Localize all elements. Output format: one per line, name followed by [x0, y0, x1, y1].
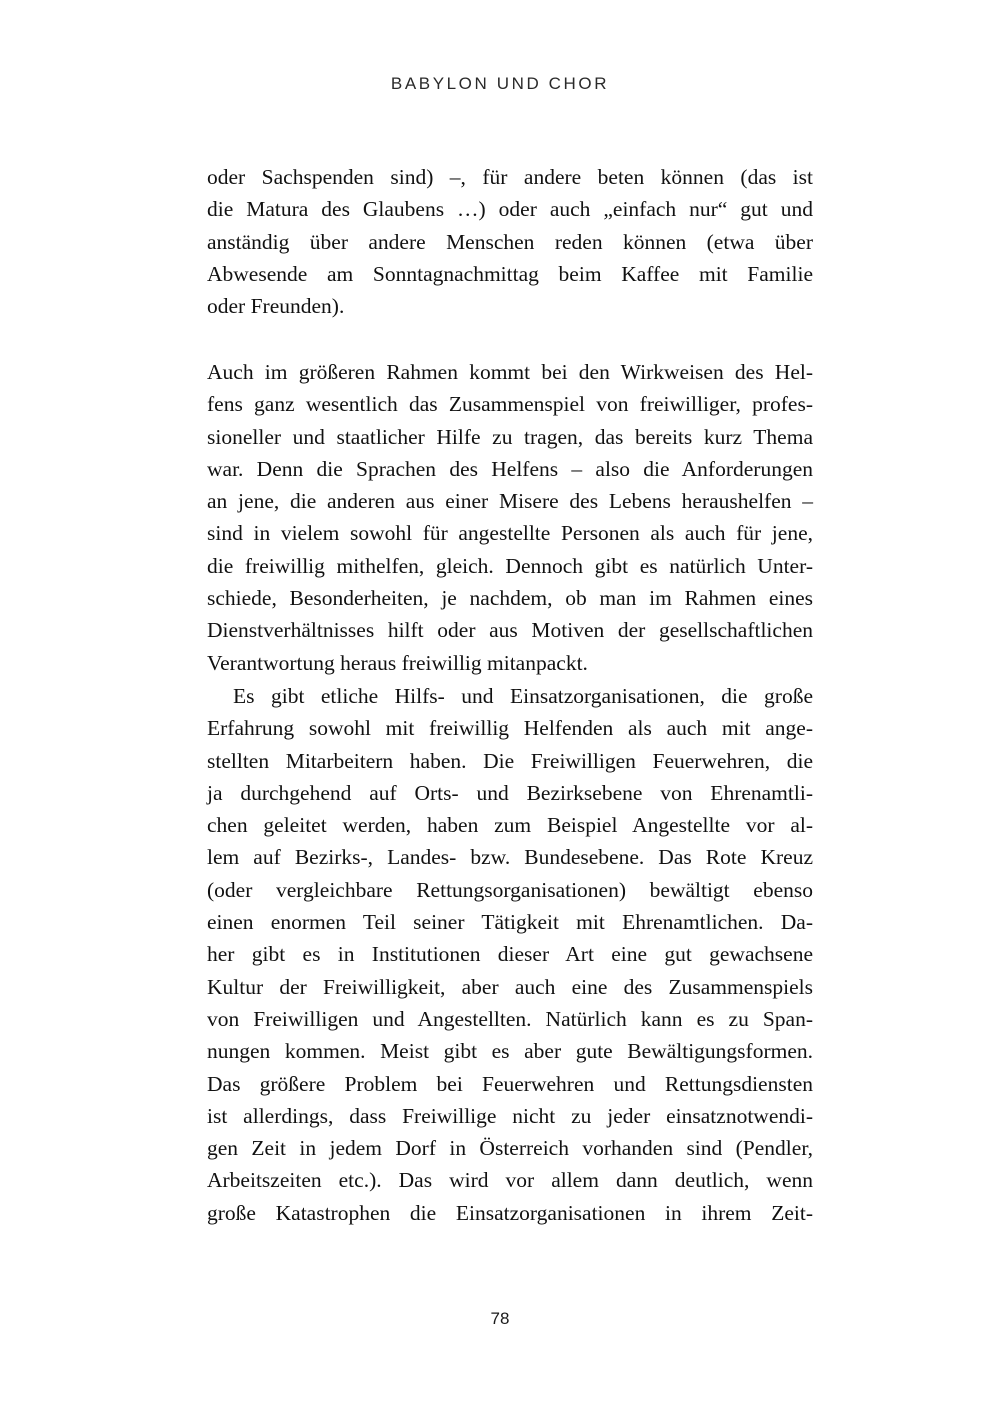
text-line: oder Freunden).	[207, 294, 345, 319]
text-line: von Freiwilligen und Angestellten. Natürlich kann es zu Span-	[207, 1006, 813, 1031]
text-line: ist allerdings, dass Freiwillige nicht zu jeder einsatznotwendi-	[207, 1103, 813, 1128]
text-line: her gibt es in Institutionen dieser Art eine gut gewachsene	[207, 942, 813, 967]
text-line: gen Zeit in jedem Dorf in Österreich vorhanden sind (Pendler,	[207, 1136, 813, 1161]
text-line: Das größere Problem bei Feuerwehren und Rettungsdiensten	[207, 1071, 813, 1096]
text-line: schiede, Besonderheiten, je nachdem, ob man im Rahmen eines	[207, 586, 813, 611]
text-line: an jene, die anderen aus einer Misere des Lebens heraushelfen –	[207, 489, 813, 514]
text-line: Arbeitszeiten etc.). Das wird vor allem dann deutlich, wenn	[207, 1168, 813, 1193]
paragraph-indented	[207, 680, 813, 1229]
text-line: war. Denn die Sprachen des Helfens – also die Anforderungen	[207, 456, 813, 481]
text-line: Verantwortung heraus freiwillig mitanpackt.	[207, 650, 588, 675]
text-line: nungen kommen. Meist gibt es aber gute Bewältigungsformen.	[207, 1039, 813, 1064]
text-line: Kultur der Freiwilligkeit, aber auch eine des Zusammenspiels	[207, 974, 813, 999]
page-number: 78	[490, 1309, 510, 1328]
text-line: Dienstverhältnisses hilft oder aus Motiven der gesellschaftlichen	[207, 618, 813, 643]
text-line: Abwesende am Sonntagnachmittag beim Kaffee mit Familie	[207, 261, 813, 286]
text-line: anständig über andere Menschen reden können (etwa über	[207, 229, 813, 254]
text-line: sioneller und staatlicher Hilfe zu tragen, das bereits kurz Thema	[207, 424, 813, 449]
text-line: einen enormen Teil seiner Tätigkeit mit Ehrenamtlichen. Da-	[207, 910, 813, 935]
paragraph-section-start	[207, 356, 813, 679]
text-line: chen geleitet werden, haben zum Beispiel Angestellte vor al-	[207, 813, 813, 838]
text-line: fens ganz wesentlich das Zusammenspiel von freiwilliger, profes-	[207, 392, 813, 417]
paragraph-continued	[207, 161, 813, 322]
running-header-title: BABYLON UND CHOR	[390, 74, 610, 93]
text-line: Es gibt etliche Hilfs- und Einsatzorganisationen, die große	[233, 684, 813, 708]
text-line: oder Sachspenden sind) –, für andere beten können (das ist	[207, 165, 813, 189]
text-line: die Matura des Glaubens …) oder auch „einfach nur“ gut und	[207, 197, 813, 222]
text-line: (oder vergleichbare Rettungsorganisationen) bewältigt ebenso	[207, 877, 813, 902]
text-line: stellten Mitarbeitern haben. Die Freiwilligen Feuerwehren, die	[207, 748, 813, 773]
text-line: ja durchgehend auf Orts- und Bezirksebene von Ehrenamtli-	[207, 780, 813, 805]
text-line: sind in vielem sowohl für angestellte Personen als auch für jene,	[207, 521, 813, 546]
text-line: Auch im größeren Rahmen kommt bei den Wirkweisen des Hel-	[207, 360, 813, 384]
text-line: lem auf Bezirks-, Landes- bzw. Bundesebene. Das Rote Kreuz	[207, 845, 813, 870]
text-line: große Katastrophen die Einsatzorganisationen in ihrem Zeit-	[207, 1200, 813, 1225]
text-line: Erfahrung sowohl mit freiwillig Helfenden als auch mit ange-	[207, 716, 813, 741]
text-line: die freiwillig mithelfen, gleich. Dennoch gibt es natürlich Unter-	[207, 553, 813, 578]
